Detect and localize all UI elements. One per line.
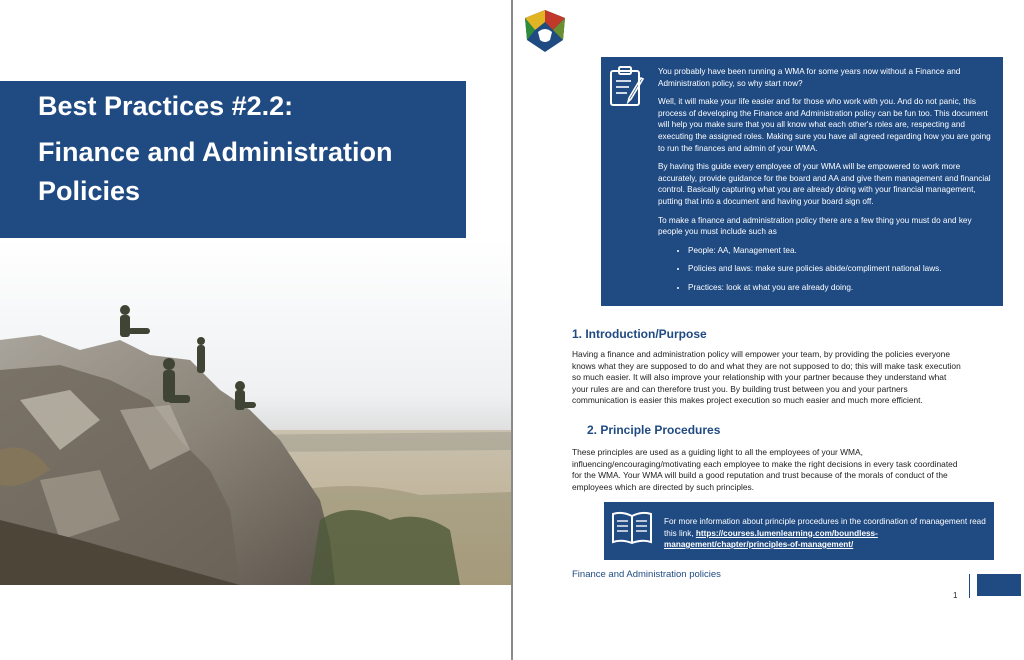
key-people-list <box>658 245 992 294</box>
list-item: • Policies and laws: make sure policies abide/compliment national laws. <box>688 263 992 275</box>
cover-title-line2: Finance and Administration Policies <box>38 137 393 206</box>
list-item: • Practices: look at what you are already doing. <box>688 282 992 294</box>
more-info-box <box>604 502 994 560</box>
clipboard-pen-icon <box>609 65 647 109</box>
footer-accent-bar <box>977 574 1021 596</box>
wma-logo-icon <box>523 8 567 54</box>
more-info-lead: For more information about principle procedures in the coordination of management read this link, <box>664 517 986 538</box>
lumenlearning-link[interactable]: https://courses.lumenlearning.com/boundless-management/chapter/principles-of-management/ <box>664 528 878 549</box>
intro-info-box <box>601 57 1003 306</box>
info-paragraph: By having this guide every employee of your WMA will be empowered to work more accurately, provide guidance for the board and AA and give them management and financial control. Basically capturing what you are already doing with your financial management, putting that into a document and having your board sign off. <box>658 162 991 206</box>
cover-title-line1: Best Practices #2.2: <box>38 91 294 121</box>
info-paragraph: Well, it will make your life easier and for those who work with you. And do not panic, this process of developing the Finance and Administration policy can be fun too. This document will help you make sure that you all know what each other's roles are, respecting and executing the assigned roles. Making sure you have all agreed regarding how you are going to run the finances and admin of your WMA. <box>658 97 991 153</box>
section-body-introduction: Having a finance and administration policy will empower your team, by providing the policies everyone knows what they are supposed to do and what they are not supposed to do; this will make task execution so much easier. It will also improve your relationship with your partner because they understand what your rules are and can therefore trust you. By building trust between you and your partners communication is easier this makes project execution so much easier and much more efficient. <box>572 349 961 405</box>
footer-divider <box>969 574 970 598</box>
content-page <box>513 0 1024 660</box>
section-heading-principles: 2. Principle Procedures <box>587 423 721 437</box>
intro-info-text <box>658 66 992 301</box>
list-item: • People: AA, Management tea. <box>688 245 992 257</box>
footer-title: Finance and Administration policies <box>572 569 721 580</box>
section-heading-introduction: 1. Introduction/Purpose <box>572 327 707 341</box>
rangers-on-rock-photo <box>0 240 511 585</box>
info-paragraph: You probably have been running a WMA for some years now without a Finance and Administration policy, so why start now? <box>658 67 961 88</box>
cover-title-banner <box>0 81 466 238</box>
more-info-text <box>664 516 989 551</box>
page-number: 1 <box>953 591 958 600</box>
open-book-icon <box>610 510 654 546</box>
cover-page <box>0 0 511 660</box>
section-body-principles: These principles are used as a guiding light to all the employees of your WMA, influencing/encouraging/motivating each employee to make the right decisions in every task coordinated for the WMA. Your WMA will build a good reputation and trust because of the morals of conduct of the employees which are directed by such principles. <box>572 447 958 492</box>
info-paragraph: To make a finance and administration policy there are a few thing you must do and key people you must include such as <box>658 215 972 237</box>
